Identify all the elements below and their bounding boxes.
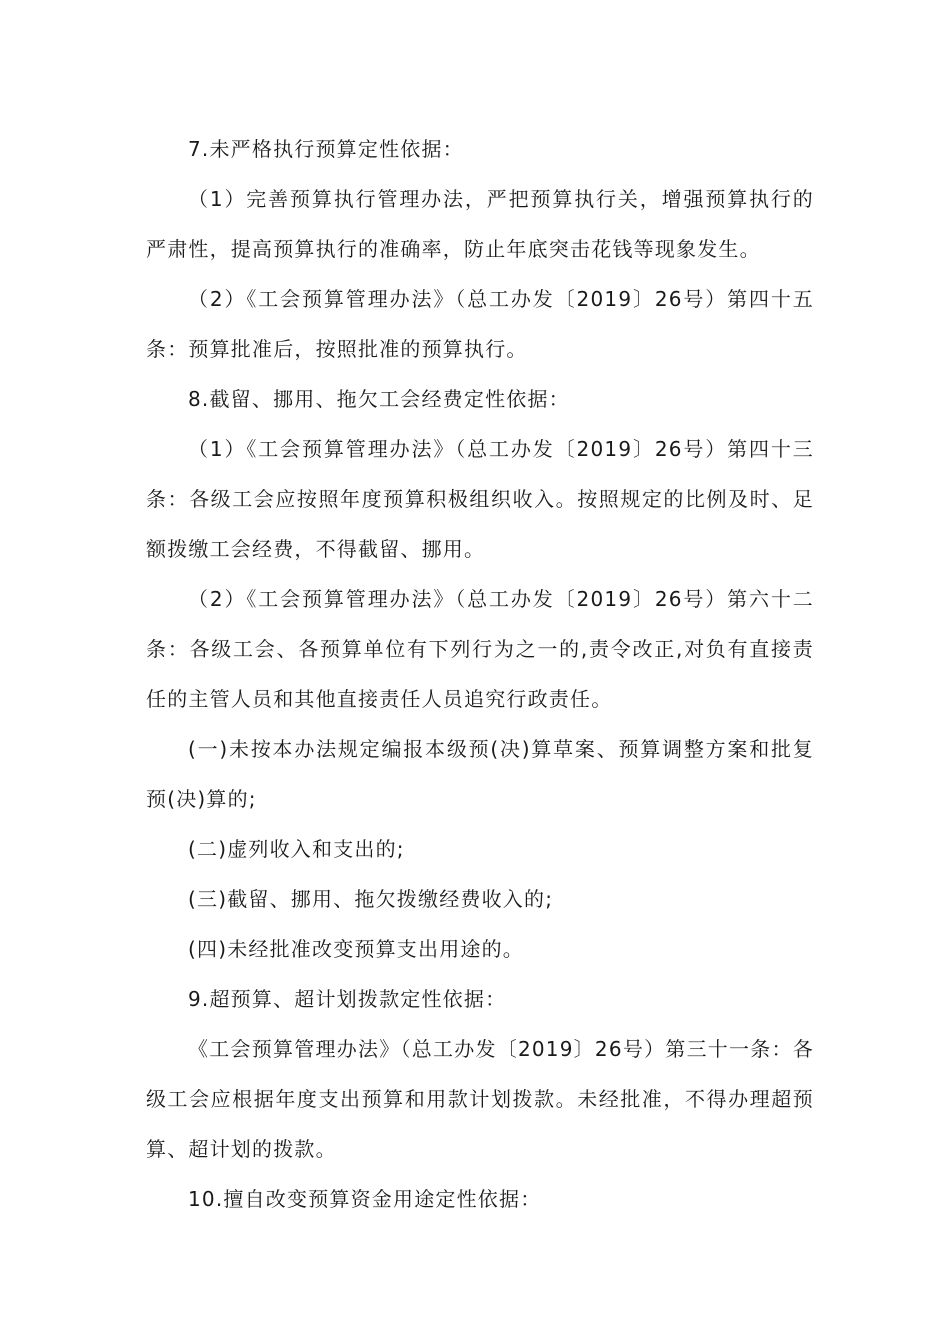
paragraph-item-8-2-b: (二)虚列收入和支出的; [188,837,405,861]
paragraph-item-8-1: （1）《工会预算管理办法》（总工办发〔2019〕26号）第四十三条：各级工会应按照年度预算积极组织收入。按照规定的比例及时、足额拨缴工会经费，不得截留、挪用。 [146,437,814,561]
paragraph-item-7-1: （1）完善预算执行管理办法，严把预算执行关，增强预算执行的严肃性，提高预算执行的准确率，防止年底突击花钱等现象发生。 [146,187,814,261]
paragraph-item-7-heading: 7.未严格执行预算定性依据： [188,137,464,161]
paragraph-item-10-heading: 10.擅自改变预算资金用途定性依据： [188,1187,542,1211]
paragraph-item-8-2-a: (一)未按本办法规定编报本级预(决)算草案、预算调整方案和批复预(决)算的; [146,737,814,811]
document-body [146,124,814,1224]
paragraph-item-8-2-c: (三)截留、挪用、拖欠拨缴经费收入的; [188,887,554,911]
paragraph-item-8-heading: 8.截留、挪用、拖欠工会经费定性依据： [188,387,570,411]
paragraph-item-7-2: （2）《工会预算管理办法》（总工办发〔2019〕26号）第四十五条：预算批准后，按照批准的预算执行。 [146,287,814,361]
paragraph-item-9-heading: 9.超预算、超计划拨款定性依据： [188,987,507,1011]
paragraph-item-8-2-d: (四)未经批准改变预算支出用途的。 [188,937,525,961]
paragraph-item-8-2: （2）《工会预算管理办法》（总工办发〔2019〕26号）第六十二条：各级工会、各预算单位有下列行为之一的,责令改正,对负有直接责任的主管人员和其他直接责任人员追究行政责任。 [146,587,814,711]
paragraph-item-9-1: 《工会预算管理办法》（总工办发〔2019〕26号）第三十一条：各级工会应根据年度支出预算和用款计划拨款。未经批准，不得办理超预算、超计划的拨款。 [146,1037,814,1161]
